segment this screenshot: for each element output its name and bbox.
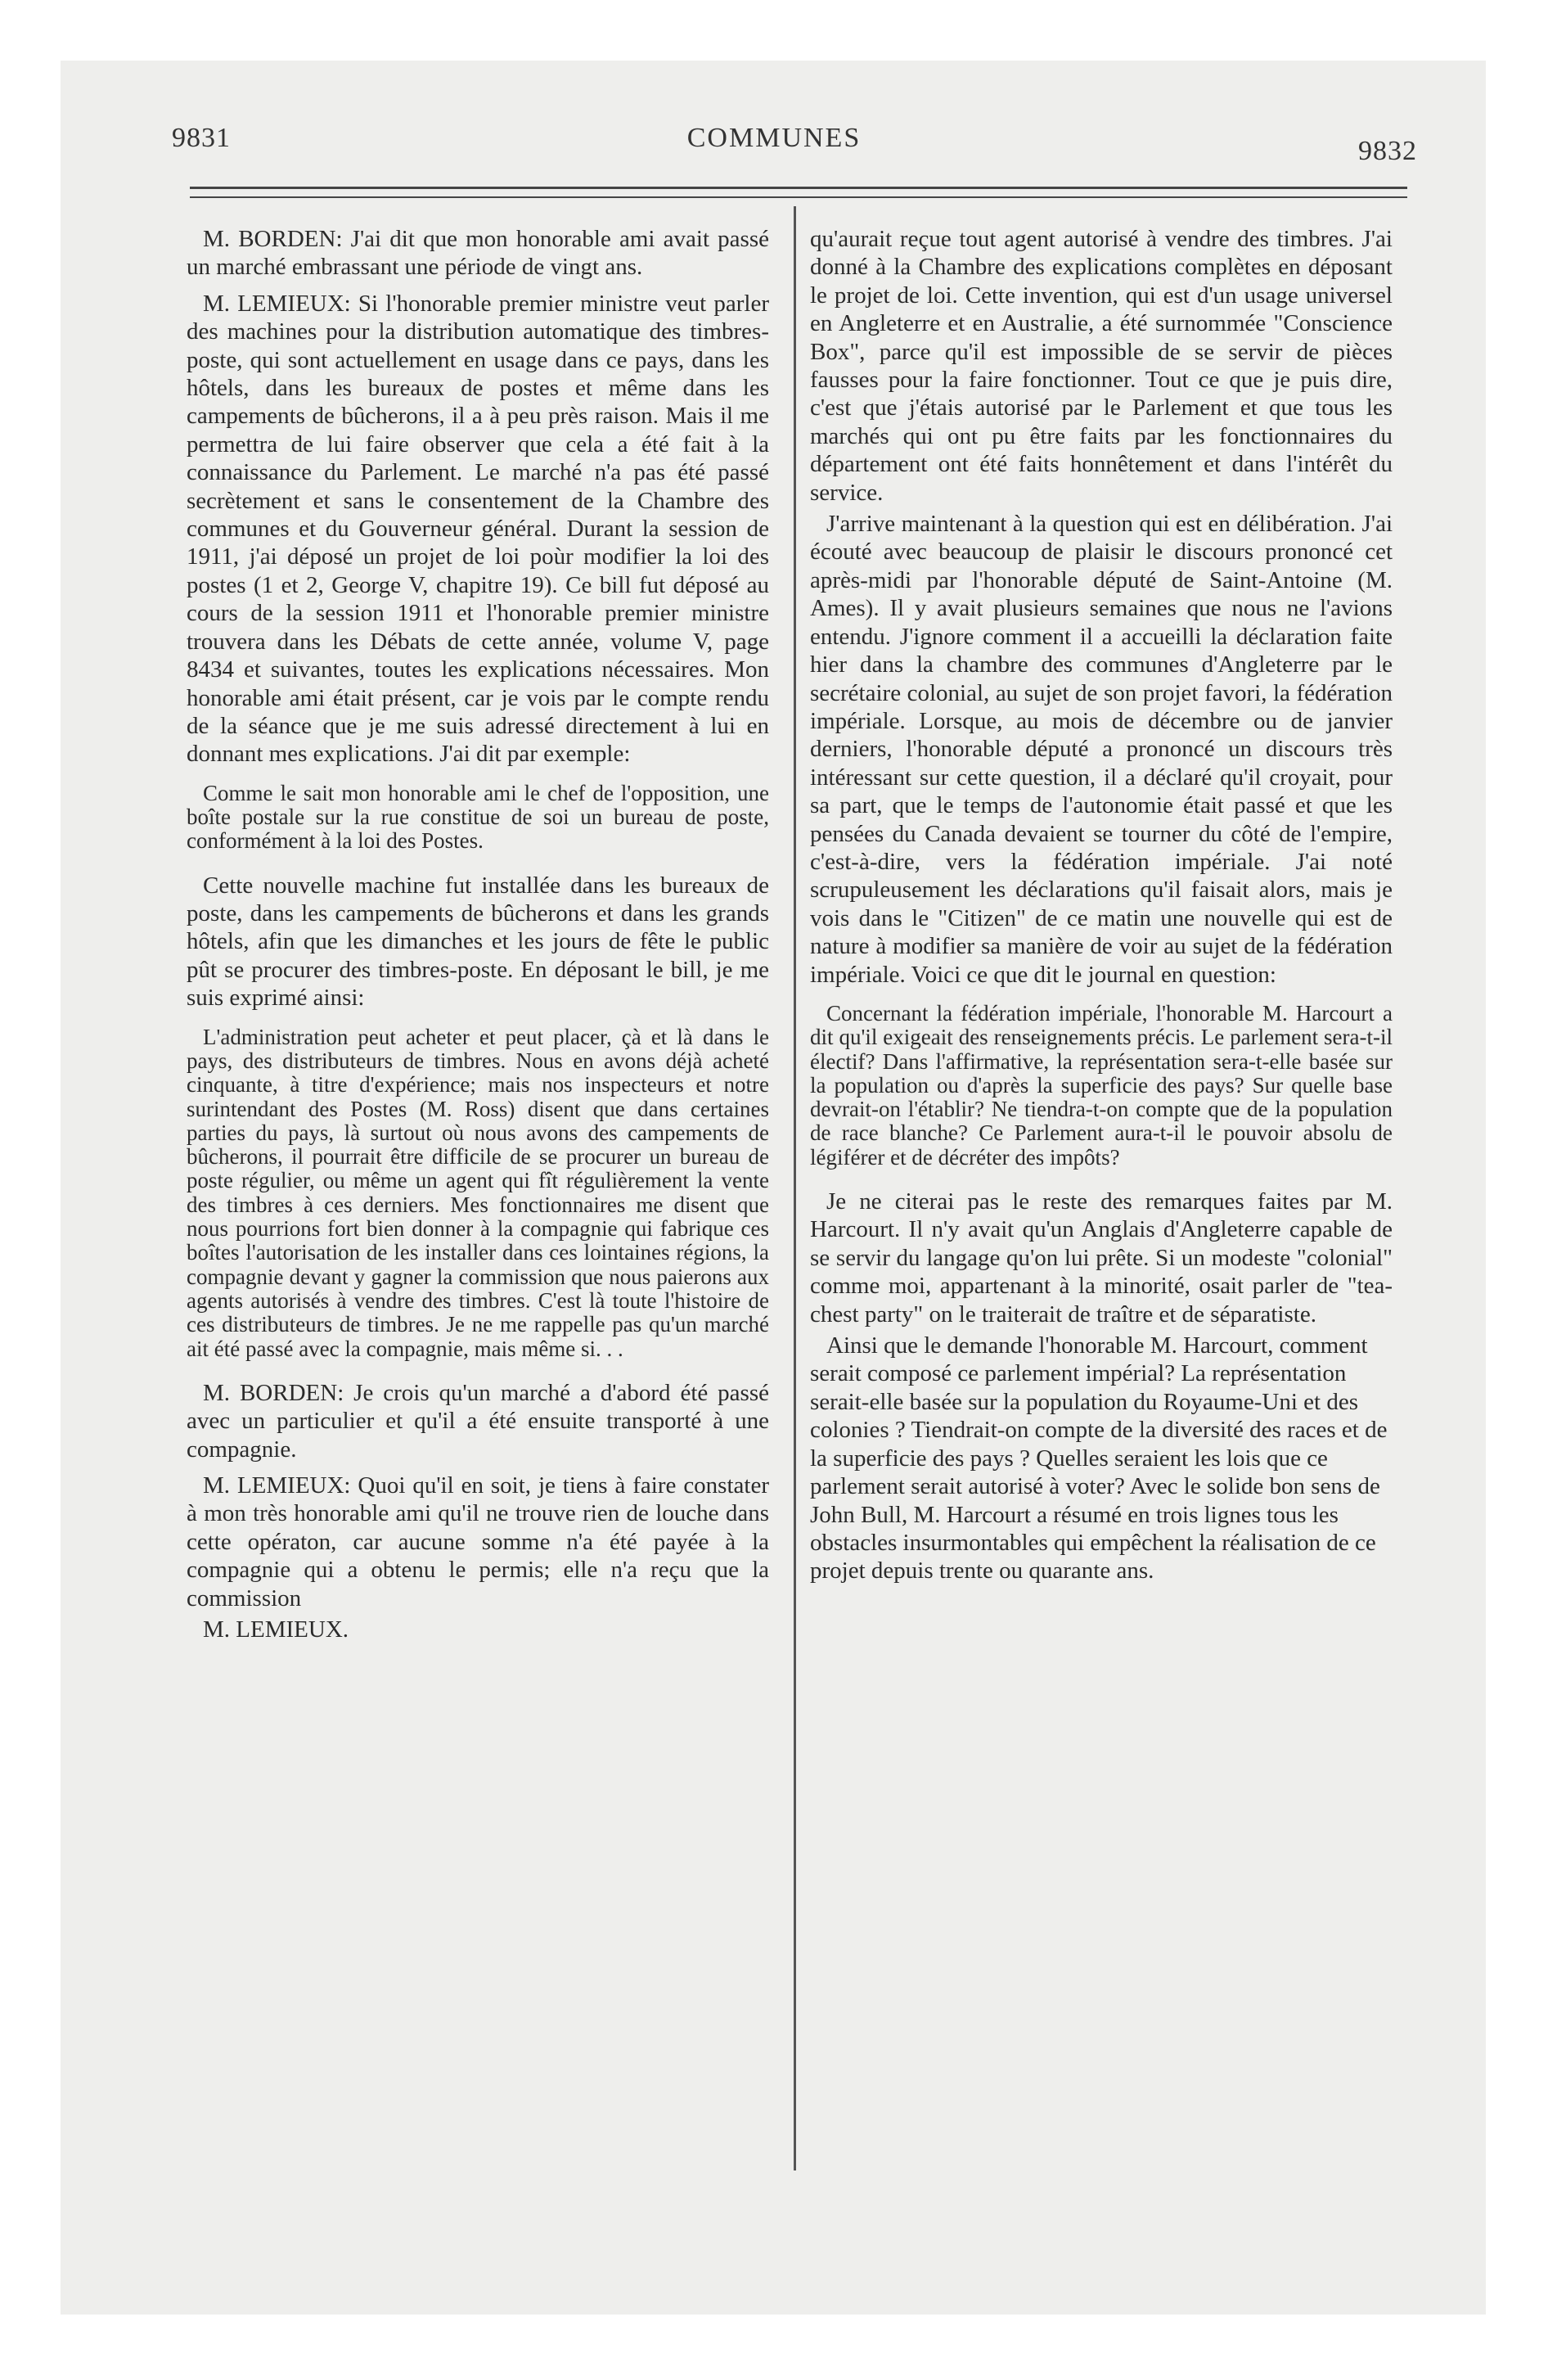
quote-1-text: Comme le sait mon honorable ami le chef de l'opposition, une boîte postale sur la rue constitue de soi un bureau de poste, conformément à la loi des Postes. [187, 780, 769, 854]
speech-borden-2: M. BORDEN: Je crois qu'un marché a d'abord été passé avec un particulier et qu'il a été ensuite transporté à une compagnie. [187, 1379, 769, 1463]
header-rule-thin [190, 196, 1407, 198]
speech-federation: J'arrive maintenant à la question qui est en délibération. J'ai écouté avec beaucoup de plaisir le discours prononcé cet après-midi par l'honorable député de Saint-Antoine (M. Ames). Il y avait plusieurs semaines que nous ne l'avions entendu. J'ignore comment il a accueilli la déclaration faite hier dans la chambre des communes d'Angleterre par le secrétaire colonial, au sujet de son projet favori, la fédération impériale. Lorsque, au mois de décembre ou de janvier derniers, l'honorable député a prononcé un discours très intéressant sur cette question, il a déclaré qu'il croyait, pour sa part, que le temps de l'autonomie était passé et que les pensées du Canada devaient se tourner du côté de l'empire, c'est-à-dire, vers la fédération impériale. J'ai noté scrupuleusement les déclarations qu'il faisait alors, mais je vois dans le "Citizen" de ce matin une nouvelle qui est de nature à modifier sa manière de voir au sujet de la fédération impériale. Voici ce que dit le journal en question: [810, 511, 1393, 988]
speech-lemieux-cont: qu'aurait reçue tout agent autorisé à vendre des timbres. J'ai donné à la Chambre des explications complètes en déposant le projet de loi. Cette invention, qui est d'un usage universel en Angleterre et en Australie, a été surnommée "Conscience Box", parce qu'il est impossible de se servir de pièces fausses pour la faire fonctionner. Tout ce que je puis dire, c'est que j'étais autorisé par le Parlement et que tous les marchés qui ont pu être faits par les fonctionnaires du département ont été faits honnêtement et dans l'intérêt du service. [810, 226, 1393, 506]
speech-lemieux-1: M. LEMIEUX: Si l'honorable premier ministre veut parler des machines pour la distribution automatique des timbres-poste, qui sont actuellement en usage dans ce pays, dans les hôtels, dans les bureaux de postes et même dans les campements de bûcherons, il a à peu près raison. Mais il me permettra de lui faire observer que cela a été fait à la connaissance du Parlement. Le marché n'a pas été passé secrètement et sans le consentement de la Chambre des communes et du Gouverneur général. Durant la session de 1911, j'ai déposé un projet de loi poùr modifier la loi des postes (1 et 2, George V, chapitre 19). Ce bill fut déposé au cours de la session 1911 et l'honorable premier ministre trouvera dans les Débats de cette année, volume V, page 8434 et suivantes, toutes les explications nécessaires. Mon honorable ami était présent, car je vois par le compte rendu de la séance que je me suis adressé directement à lui en donnant mes explications. J'ai dit par exemple: [187, 290, 769, 768]
running-head-title: COMMUNES [686, 123, 862, 153]
speech-harcourt-remarks: Je ne citerai pas le reste des remarques faites par M. Harcourt. Il n'y avait qu'un Anglais d'Angleterre capable de se servir du langage qu'on lui prête. Si un modeste "colonial" comme moi, appartenant à la minorité, osait parler de "tea-chest party" on le traiterait de traître et de séparatiste. [810, 1188, 1393, 1327]
right-column [810, 225, 1393, 1585]
header-rule-thick [190, 187, 1407, 189]
quote-citizen-text: Concernant la fédération impériale, l'honorable M. Harcourt a dit qu'il exigeait des renseignements précis. Le parlement sera-t-il électif? Dans l'affirmative, la représentation sera-t-elle basée sur la population ou d'après la superficie des pays? Sur quelle base devrait-on l'établir? Ne tiendra-t-on compte que de la population de race blanche? Ce Parlement aura-t-il le pouvoir absolu de légiférer et de décréter des impôts? [810, 1000, 1393, 1170]
page-number-right: 9832 [1358, 136, 1417, 166]
speech-imperial-parliament: Ainsi que le demande l'honorable M. Harcourt, comment serait composé ce parlement impérial? La représentation serait-elle basée sur la population du Royaume-Uni et des colonies ? Tiendrait-on compte de la diversité des races et de la superficie des pays ? Quelles seraient les lois que ce parlement serait autorisé à voter? Avec le solide bon sens de John Bull, M. Harcourt a résumé en trois lignes tous les obstacles insurmontables qui empêchent la réalisation de ce projet depuis trente ou quarante ans. [810, 1332, 1388, 1584]
column-divider [794, 206, 796, 2170]
quote-1 [187, 782, 769, 854]
quote-2-text: L'administration peut acheter et peut placer, çà et là dans le pays, des distributeurs de timbres. Nous en avons déjà acheté cinquante, à titre d'expérience; mais nos inspecteurs et notre surintendant des Postes (M. Ross) disent que dans certaines parties du pays, là surtout où nous avons des campements de bûcherons, il pourrait être difficile de se procurer un bureau de poste régulier, ou même un agent qui fît régulièrement la vente des timbres à ces derniers. Mes fonctionnaires me disent que nous pourrions fort bien donner à la compagnie qui fabrique ces boîtes l'autorisation de les installer dans ces lointaines régions, la compagnie devant y gagner la commission que nous paierons aux agents autorisés à vendre des timbres. C'est là toute l'histoire de ces distributeurs de timbres. Je ne me rappelle pas qu'un marché ait été passé avec la compagnie, mais même si. . . [187, 1024, 769, 1361]
left-column [187, 225, 769, 1643]
speech-lemieux-1-cont: Cette nouvelle machine fut installée dans les bureaux de poste, dans les campements de bûcherons et dans les grands hôtels, afin que les dimanches et les jours de fête le public pût se procurer des timbres-poste. En déposant le bill, je me suis exprimé ainsi: [187, 872, 769, 1012]
speech-lemieux-2: M. LEMIEUX: Quoi qu'il en soit, je tiens à faire constater à mon très honorable ami qu'il ne trouve rien de louche dans cette opératon, car aucune somme n'a été payée à la compagnie qui a obtenu le permis; elle n'a reçu que la commission [187, 1472, 769, 1611]
page-number-left: 9831 [172, 123, 231, 153]
quote-citizen [810, 1002, 1393, 1170]
speech-borden-1: M. BORDEN: J'ai dit que mon honorable ami avait passé un marché embrassant une période de vingt ans. [187, 226, 769, 281]
speaker-footer: M. LEMIEUX. [203, 1616, 349, 1643]
quote-2 [187, 1025, 769, 1361]
